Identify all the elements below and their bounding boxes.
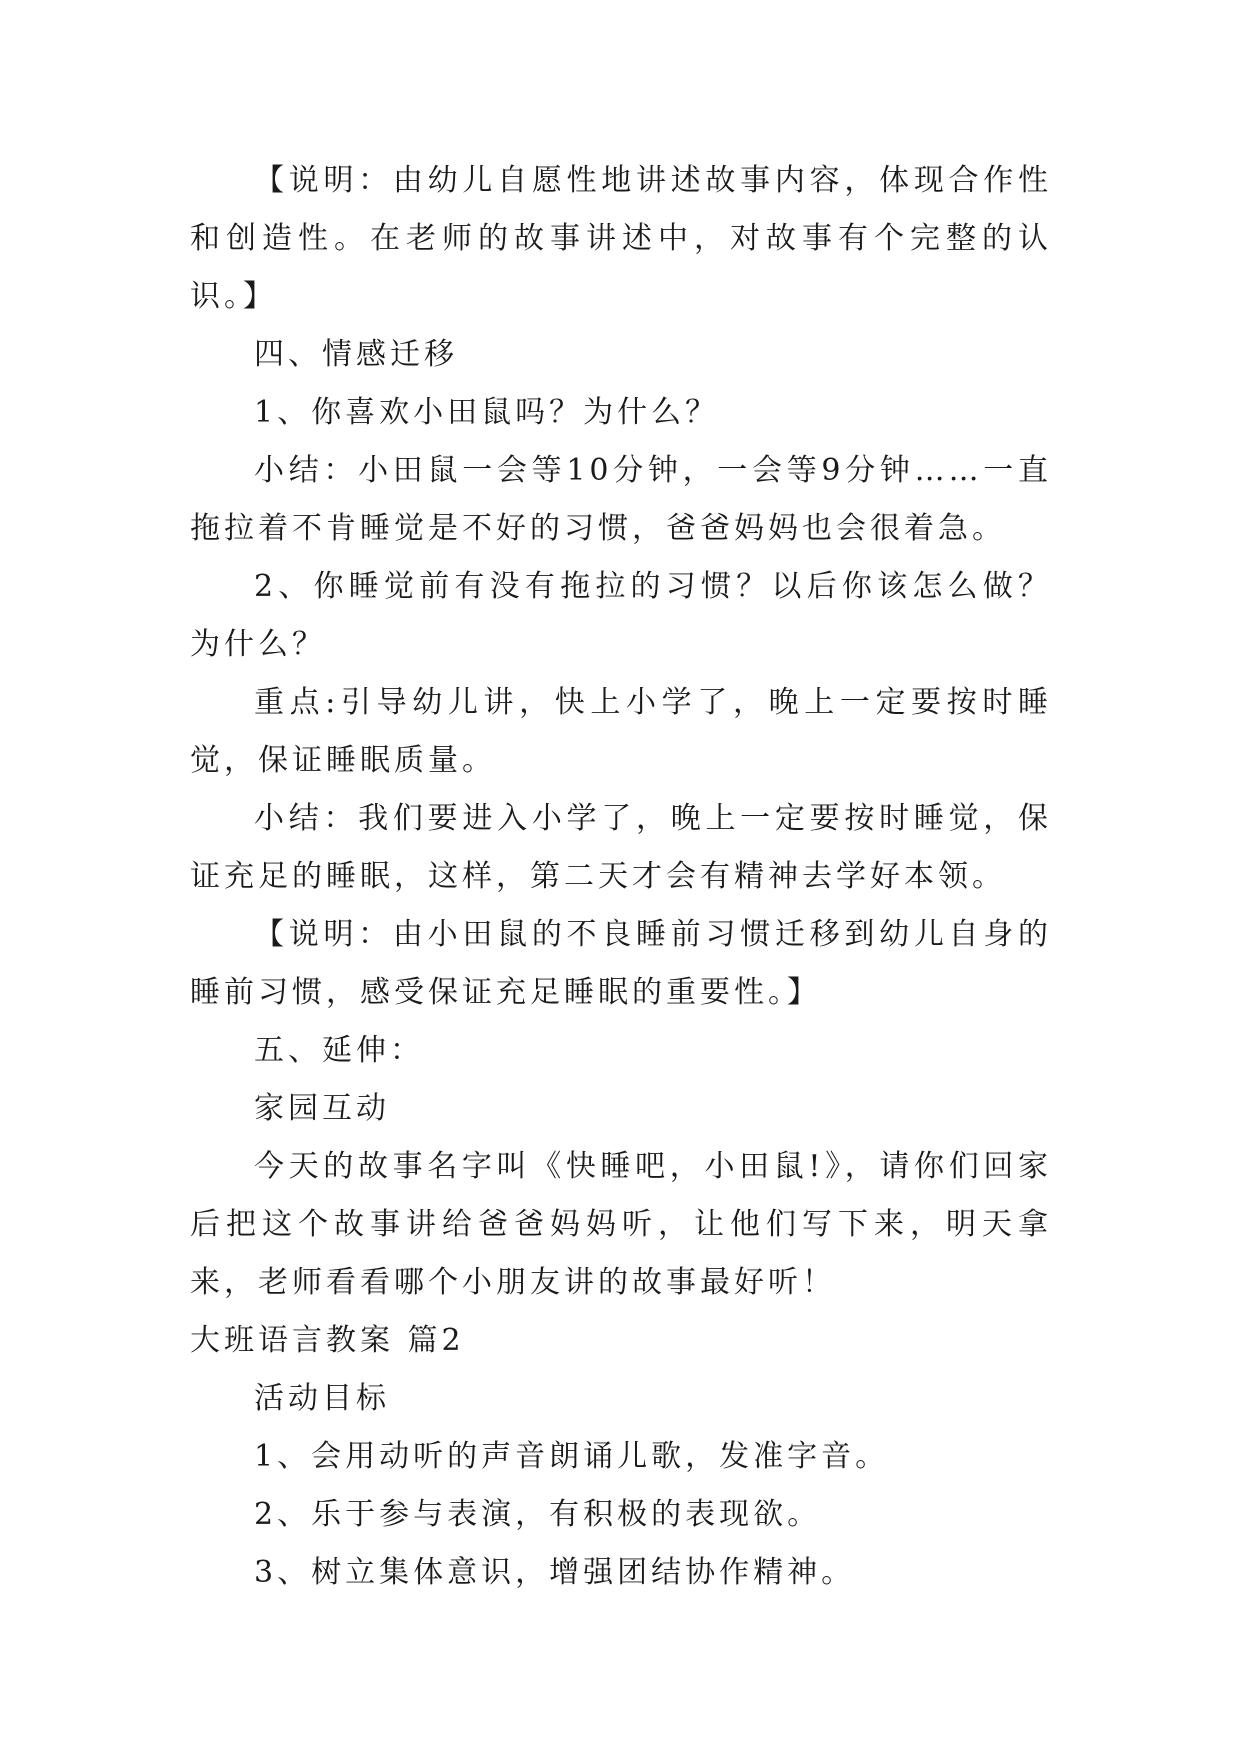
paragraph-note-1: 【说明：由幼儿自愿性地讲述故事内容，体现合作性和创造性。在老师的故事讲述中，对故事有个完整的认识。】 — [190, 163, 1052, 314]
section-heading-5: 五、延伸： — [254, 1033, 424, 1068]
document-body — [190, 152, 1052, 1602]
key-point: 重点:引导幼儿讲，快上小学了，晚上一定要按时睡觉，保证睡眠质量。 — [190, 685, 1052, 778]
paragraph-homework: 今天的故事名字叫《快睡吧，小田鼠!》，请你们回家后把这个故事讲给爸爸妈妈听，让他们写下来，明天拿来，老师看看哪个小朋友讲的故事最好听！ — [190, 1149, 1052, 1300]
question-1: 1、你喜欢小田鼠吗？为什么？ — [254, 395, 720, 430]
question-2: 2、你睡觉前有没有拖拉的习惯？以后你该怎么做？为什么？ — [190, 569, 1052, 662]
summary-1: 小结：小田鼠一会等10分钟，一会等9分钟……一直拖拉着不肯睡觉是不好的习惯，爸爸妈妈也会很着急。 — [190, 453, 1052, 546]
subheading-activity-goals: 活动目标 — [254, 1381, 390, 1416]
paragraph-note-2: 【说明：由小田鼠的不良睡前习惯迁移到幼儿自身的睡前习惯，感受保证充足睡眠的重要性。】 — [190, 917, 1052, 1010]
section-heading-4: 四、情感迁移 — [254, 337, 458, 372]
lesson-title-2: 大班语言教案 篇2 — [190, 1323, 465, 1358]
goal-1: 1、会用动听的声音朗诵儿歌，发准字音。 — [254, 1439, 890, 1474]
goal-2: 2、乐于参与表演，有积极的表现欲。 — [254, 1497, 822, 1532]
subheading-home-interaction: 家园互动 — [254, 1091, 390, 1126]
summary-2: 小结：我们要进入小学了，晚上一定要按时睡觉，保证充足的睡眠，这样，第二天才会有精神去学好本领。 — [190, 801, 1052, 894]
goal-3: 3、树立集体意识，增强团结协作精神。 — [254, 1555, 856, 1590]
